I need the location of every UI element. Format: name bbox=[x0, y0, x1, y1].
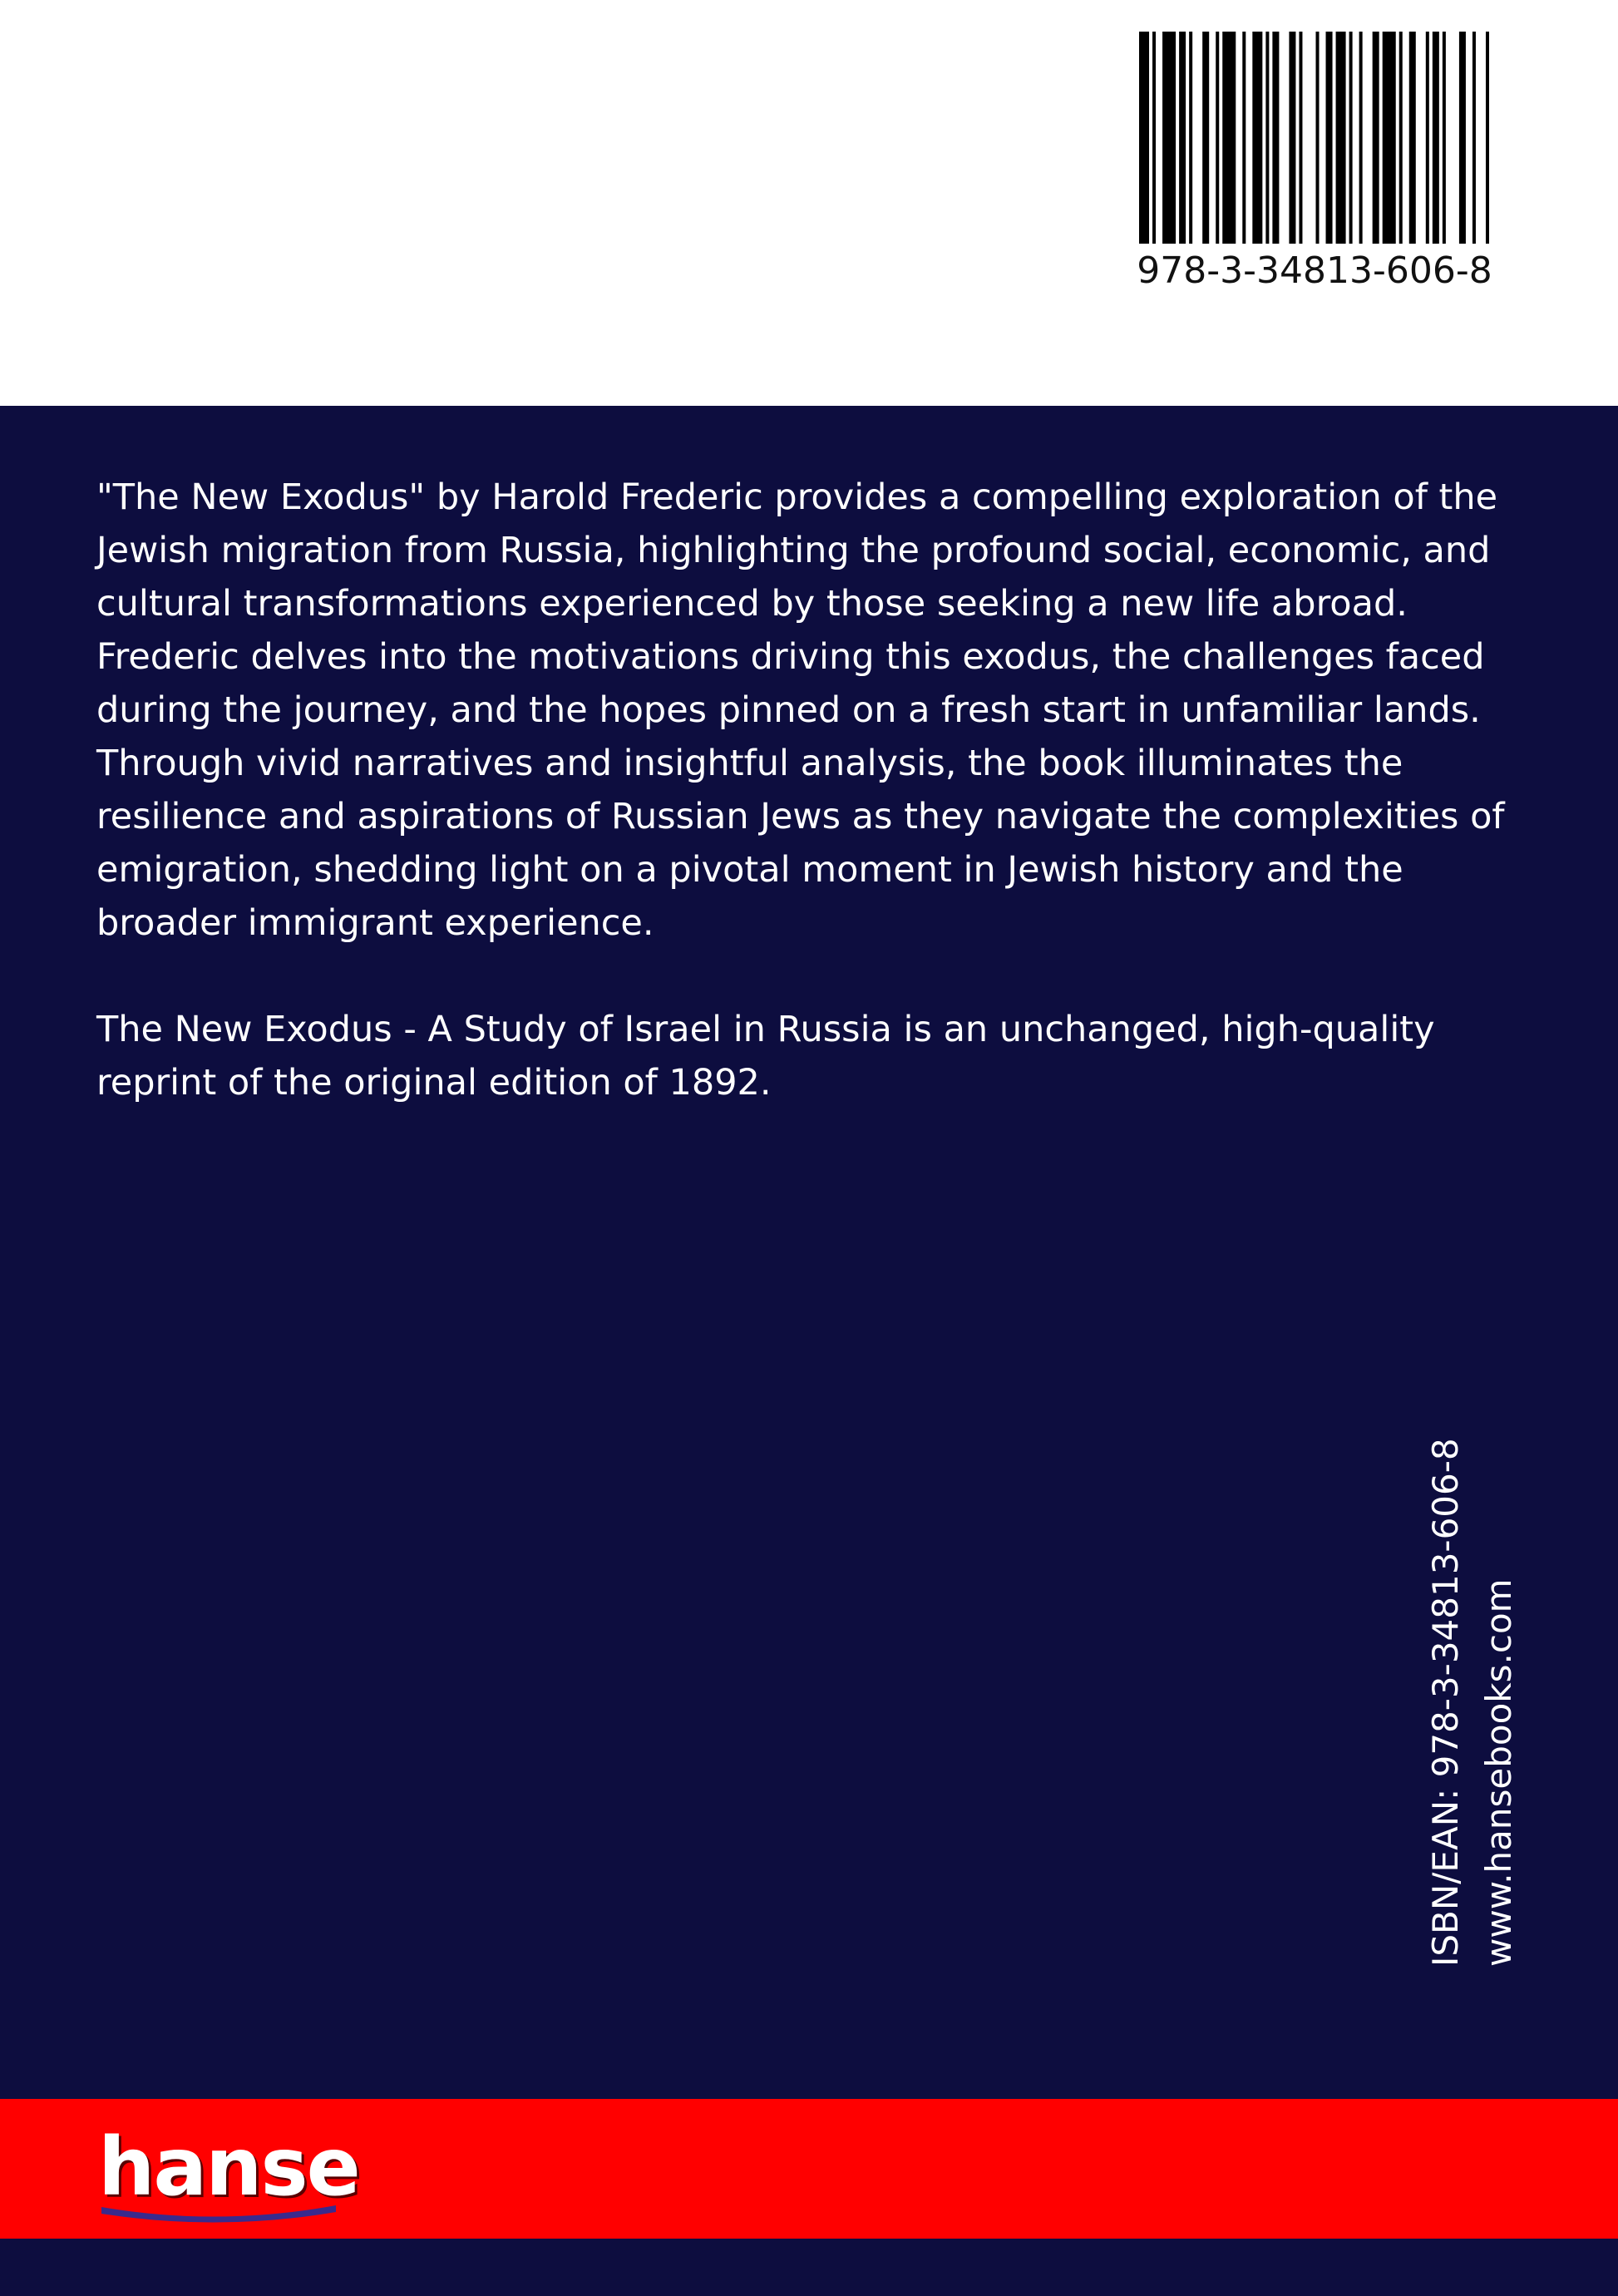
barcode-bar bbox=[1162, 32, 1176, 244]
book-description bbox=[96, 471, 1543, 1109]
barcode-bar bbox=[1272, 32, 1279, 244]
barcode-digits: 978-3-34813-606-8 bbox=[1137, 249, 1492, 292]
barcode-bar bbox=[1299, 32, 1302, 244]
barcode-bar bbox=[1409, 32, 1416, 244]
barcode-area bbox=[0, 0, 1618, 406]
hanse-logo bbox=[98, 2121, 359, 2224]
barcode-bar bbox=[1399, 32, 1403, 244]
barcode-bar bbox=[1349, 32, 1353, 244]
barcode-bar bbox=[1139, 32, 1149, 244]
barcode bbox=[1139, 32, 1492, 244]
vertical-imprint bbox=[1419, 1438, 1526, 1967]
barcode-bar bbox=[1472, 32, 1476, 244]
logo-wordmark: hanse bbox=[98, 2121, 359, 2214]
barcode-bar bbox=[1216, 32, 1219, 244]
barcode-bar bbox=[1242, 32, 1246, 244]
barcode-bar bbox=[1152, 32, 1156, 244]
publisher-website: www.hansebooks.com bbox=[1478, 1578, 1519, 1967]
barcode-bar bbox=[1373, 32, 1379, 244]
barcode-bar bbox=[1336, 32, 1346, 244]
barcode-bar bbox=[1202, 32, 1209, 244]
barcode-bar bbox=[1222, 32, 1236, 244]
barcode-bar bbox=[1486, 32, 1489, 244]
barcode-bar bbox=[1289, 32, 1295, 244]
barcode-bar bbox=[1189, 32, 1192, 244]
barcode-bar bbox=[1326, 32, 1333, 244]
barcode-bar bbox=[1443, 32, 1446, 244]
barcode-bar bbox=[1459, 32, 1466, 244]
isbn-ean-line: ISBN/EAN: 978-3-34813-606-8 bbox=[1425, 1438, 1466, 1967]
barcode-bar bbox=[1252, 32, 1262, 244]
barcode-bar bbox=[1265, 32, 1269, 244]
barcode-bar bbox=[1359, 32, 1363, 244]
reprint-note: The New Exodus - A Study of Israel in Russia is an unchanged, high-quality reprint of the original edition of 1892. bbox=[96, 1009, 1435, 1104]
barcode-bar bbox=[1179, 32, 1186, 244]
barcode-bar bbox=[1426, 32, 1429, 244]
barcode-bar bbox=[1383, 32, 1396, 244]
barcode-bar bbox=[1433, 32, 1439, 244]
description-paragraph: "The New Exodus" by Harold Frederic provides a compelling exploration of the Jewish migration from Russia, highlighting the profound social, economic, and cultural transformations experienced by those seeking a new life abroad. Frederic delves into the motivations driving this exodus, the challenges faced during the journey, and the hopes pinned on a fresh start in unfamiliar lands. Through vivid narratives and insightful analysis, the book illuminates the resilience and aspirations of Russian Jews as they navigate the complexities of emigration, shedding light on a pivotal moment in Jewish history and the broader immigrant experience. bbox=[96, 476, 1505, 944]
barcode-bar bbox=[1316, 32, 1320, 244]
barcode-graphic bbox=[1139, 32, 1492, 244]
